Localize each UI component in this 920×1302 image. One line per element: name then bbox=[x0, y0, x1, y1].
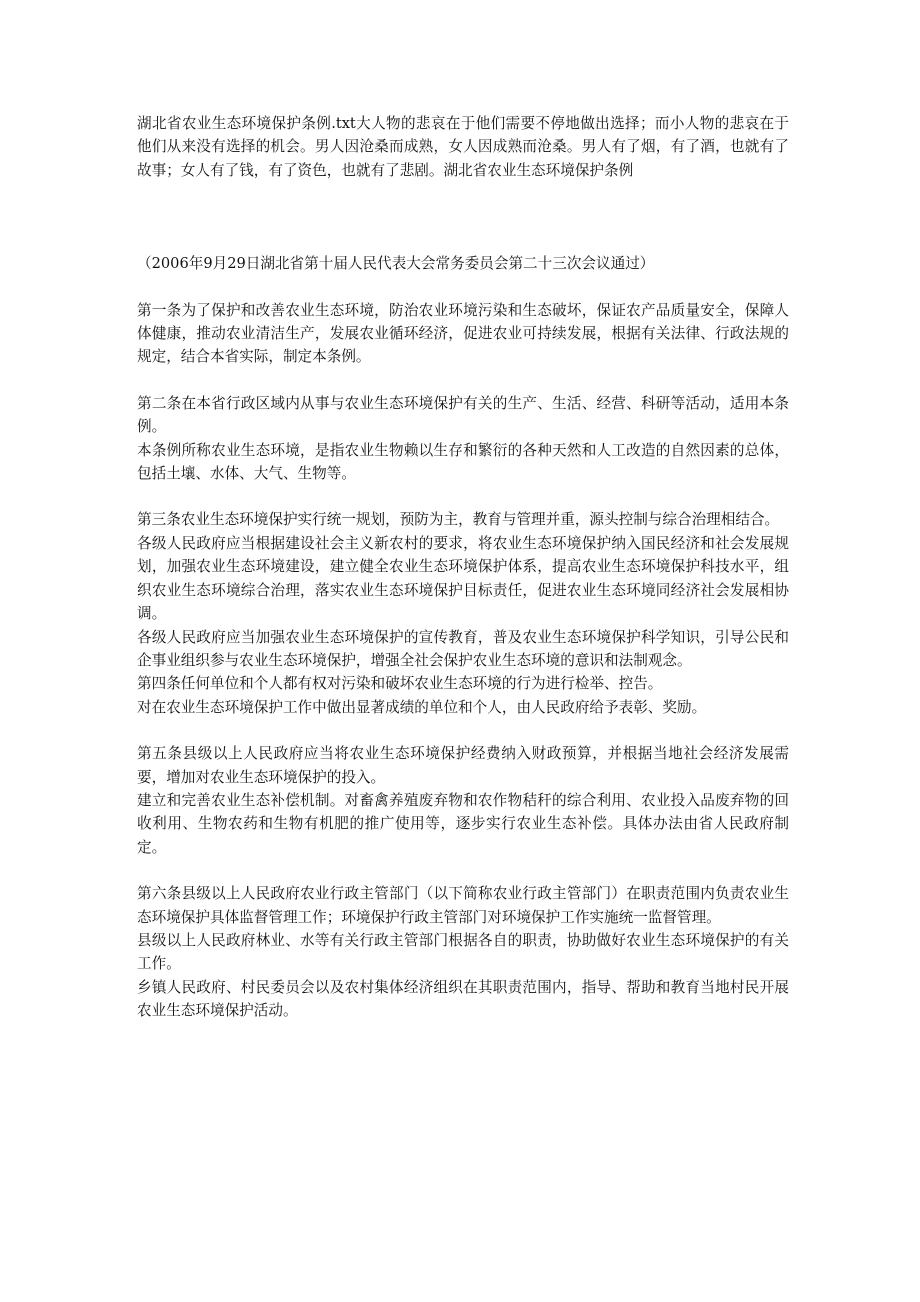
article-6-paragraph-1: 第六条县级以上人民政府农业行政主管部门（以下简称农业行政主管部门）在职责范围内负责农业生态环境保护具体监督管理工作；环境保护行政主管部门对环境保护工作实施统一监督管理。 bbox=[137, 885, 789, 926]
spacer bbox=[137, 485, 789, 508]
article-3-paragraph-1: 第三条农业生态环境保护实行统一规划，预防为主，教育与管理并重，源头控制与综合治理相结合。 bbox=[137, 511, 780, 529]
article-1: 第一条为了保护和改善农业生态环境，防治农业环境污染和生态破坏，保证农产品质量安全，保障人体健康，推动农业清洁生产，发展农业循环经济，促进农业可持续发展，根据有关法律、行政法规的规定，结合本省实际，制定本条例。 bbox=[137, 301, 789, 366]
article-2-paragraph-2: 本条例所称农业生态环境，是指农业生物赖以生存和繁衍的各种天然和人工改造的自然因素的总体，包括土壤、水体、大气、生物等。 bbox=[137, 441, 789, 483]
article-6-paragraph-2: 县级以上人民政府林业、水等有关行政主管部门根据各自的职责，协助做好农业生态环境保护的有关工作。 bbox=[137, 931, 789, 973]
spacer bbox=[137, 276, 789, 299]
article-5-paragraph-2: 建立和完善农业生态补偿机制。对畜禽养殖废弃物和农作物秸秆的综合利用、农业投入品废弃物的回收利用、生物农药和生物有机肥的推广使用等，逐步实行农业生态补偿。具体办法由省人民政府制定。 bbox=[137, 791, 789, 856]
document-body bbox=[137, 112, 789, 1023]
spacer bbox=[137, 182, 789, 252]
article-5-paragraph-1: 第五条县级以上人民政府应当将农业生态环境保护经费纳入财政预算，并根据当地社会经济发展需要，增加对农业生态环境保护的投入。 bbox=[137, 745, 789, 786]
article-3-paragraph-3: 各级人民政府应当加强农业生态环境保护的宣传教育，普及农业生态环境保护科学知识，引导公民和企事业组织参与农业生态环境保护，增强全社会保护农业生态环境的意识和法制观念。 bbox=[137, 628, 789, 669]
article-2-paragraph-1: 第二条在本省行政区域内从事与农业生态环境保护有关的生产、生活、经营、科研等活动，适用本条例。 bbox=[137, 394, 789, 436]
spacer bbox=[137, 369, 789, 392]
article-4-paragraph-2: 对在农业生态环境保护工作中做出显著成绩的单位和个人，由人民政府给予表彰、奖励。 bbox=[137, 698, 707, 716]
article-4-paragraph-1: 第四条任何单位和个人都有权对污染和破坏农业生态环境的行为进行检举、控告。 bbox=[137, 675, 663, 693]
adoption-note: （2006年9月29日湖北省第十届人民代表大会常务委员会第二十三次会议通过） bbox=[137, 255, 655, 273]
spacer bbox=[137, 859, 789, 882]
article-6-paragraph-3: 乡镇人民政府、村民委员会以及农村集体经济组织在其职责范围内，指导、帮助和教育当地村民开展农业生态环境保护活动。 bbox=[137, 978, 789, 1020]
spacer bbox=[137, 719, 789, 742]
intro-paragraph: 湖北省农业生态环境保护条例.txt大人物的悲哀在于他们需要不停地做出选择；而小人物的悲哀在于他们从来没有选择的机会。男人因沧桑而成熟，女人因成熟而沧桑。男人有了烟，有了酒，也就有了故事；女人有了钱，有了资色，也就有了悲剧。湖北省农业生态环境保护条例 bbox=[137, 115, 789, 179]
article-3-paragraph-2: 各级人民政府应当根据建设社会主义新农村的要求，将农业生态环境保护纳入国民经济和社会发展规划，加强农业生态环境建设，建立健全农业生态环境保护体系，提高农业生态环境保护科技水平，组织农业生态环境综合治理，落实农业生态环境保护目标责任，促进农业生态环境同经济社会发展相协调。 bbox=[137, 534, 789, 623]
